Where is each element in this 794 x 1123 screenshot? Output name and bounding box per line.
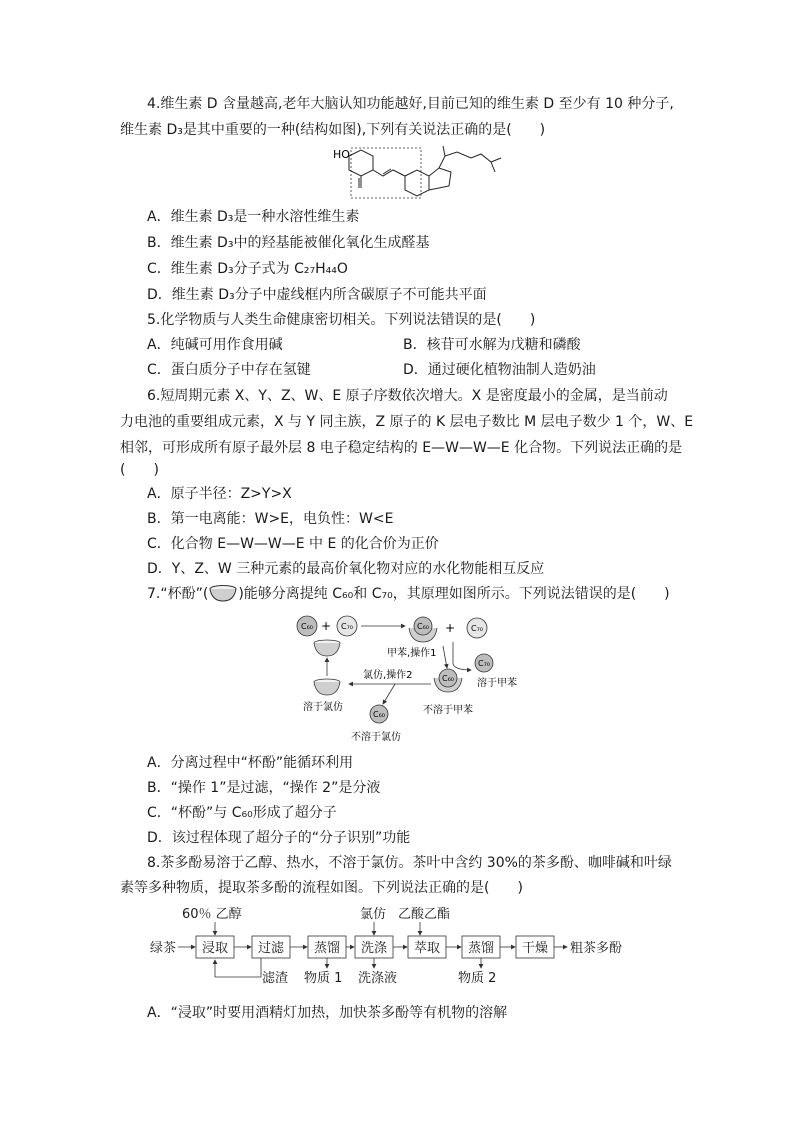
- c60-label: C₆₀: [301, 622, 313, 631]
- q8-stem-line1: 8.茶多酚易溶于乙醇、热水，不溶于氯仿。茶叶中含约 30%的茶多酚、咖啡碱和叶绿: [147, 855, 672, 871]
- step-drying: 干燥: [521, 941, 549, 956]
- flow-start-green-tea: 绿茶: [150, 941, 177, 956]
- q5-option-b: B．核苷可水解为戊糖和磷酸: [403, 337, 581, 353]
- extraction-flowchart: [146, 904, 656, 992]
- separation-diagram: [285, 612, 535, 748]
- q4-option-d: D．维生素 D₃分子中虚线框内所含碳原子不可能共平面: [147, 287, 487, 303]
- dissolved-in-toluene-label: 溶于甲苯: [477, 678, 517, 689]
- q8-option-a: A．“浸取”时要用酒精灯加热，加快茶多酚等有机物的溶解: [147, 1005, 508, 1021]
- step-washing: 洗涤: [360, 941, 388, 956]
- q6-option-b: B．第一电离能：W>E，电负性：W<E: [147, 511, 394, 527]
- c60-in-cup-label: C₆₀: [417, 622, 429, 631]
- q7-stem: [147, 584, 670, 604]
- output-substance-2: 物质 2: [458, 971, 497, 986]
- insoluble-in-toluene-label: 不溶于甲苯: [423, 705, 473, 716]
- step-distilling-1: 蒸馏: [313, 941, 341, 956]
- operation-1-label: 甲苯,操作1: [387, 648, 437, 659]
- q7-stem-suffix: )能够分离提纯 C₆₀和 C₇₀，其原理如图所示。下列说法错误的是( ): [238, 586, 670, 602]
- q7-option-d: D．该过程体现了超分子的“分子识别”功能: [147, 830, 411, 846]
- q6-stem-line1: 6.短周期元素 X、Y、Z、W、E 原子序数依次增大。X 是密度最小的金属，是当前动: [147, 388, 668, 404]
- step-distilling-2: 蒸馏: [467, 941, 495, 956]
- q7-option-a: A．分离过程中“杯酚”能循环利用: [147, 755, 354, 771]
- plus-sign: +: [320, 619, 332, 633]
- skeleton-bonds: [349, 146, 501, 196]
- reagent-ethyl-acetate: 乙酸乙酯: [398, 907, 451, 922]
- c60-label-4: C₆₀: [373, 710, 385, 719]
- vitamin-d3-structure: [325, 142, 505, 204]
- q7-stem-prefix: 7.“杯酚”(: [147, 586, 209, 602]
- reagent-chloroform: 氯仿: [360, 907, 387, 922]
- dissolved-in-chloroform-label: 溶于氯仿: [303, 702, 343, 713]
- operation-2-label: 氯仿,操作2: [363, 670, 413, 681]
- reagent-ethanol: 60％ 乙醇: [182, 907, 242, 922]
- plus-sign-2: +: [444, 621, 456, 635]
- c70-label-2: C₇₀: [471, 624, 483, 633]
- step-leaching: 浸取: [201, 941, 229, 956]
- hydroxyl-label: HO: [333, 148, 350, 161]
- step-filtering: 过滤: [257, 941, 285, 956]
- q7-option-b: B．“操作 1”是过滤，“操作 2”是分液: [147, 780, 381, 796]
- q4-option-b: B．维生素 D₃中的羟基能被催化氧化生成醛基: [147, 235, 430, 251]
- q5-stem: 5.化学物质与人类生命健康密切相关。下列说法错误的是( ): [147, 312, 536, 328]
- q8-stem-line2: 素等多种物质，提取茶多酚的流程如图。下列说法正确的是( ): [120, 880, 523, 896]
- flow-end-crude-polyphenols: 粗茶多酚: [570, 941, 623, 956]
- q5-option-a: A．纯碱可用作食用碱: [147, 337, 283, 353]
- c70-label: C₇₀: [341, 622, 353, 631]
- q4-option-c: C．维生素 D₃分子式为 C₂₇H₄₄O: [147, 261, 348, 277]
- q6-stem-line2: 力电池的重要组成元素，X 与 Y 同主族，Z 原子的 K 层电子数比 M 层电子数少 1 个，W、E: [120, 414, 694, 430]
- q6-option-c: C．化合物 E—W—W—E 中 E 的化合价为正价: [147, 536, 439, 552]
- q6-option-a: A．原子半径：Z>Y>X: [147, 486, 292, 502]
- q6-stem-line3: 相邻，可形成所有原子最外层 8 电子稳定结构的 E—W—W—E 化合物。下列说法正确的是: [120, 440, 683, 456]
- c70-label-3: C₇₀: [478, 659, 490, 668]
- q4-stem-line2: 维生素 D₃是其中重要的一种(结构如图),下列有关说法正确的是( ): [120, 122, 546, 138]
- output-residue: 滤渣: [262, 971, 289, 986]
- calixarene-cup-icon: [208, 584, 238, 602]
- output-substance-1: 物质 1: [304, 971, 343, 986]
- step-extracting: 萃取: [413, 941, 441, 956]
- q7-option-c: C．“杯酚”与 C₆₀形成了超分子: [147, 805, 337, 821]
- q6-option-d: D．Y、Z、W 三种元素的最高价氧化物对应的水化物能相互反应: [147, 561, 545, 577]
- q5-option-d: D．通过硬化植物油制人造奶油: [403, 362, 596, 378]
- q6-stem-line4: ( ): [120, 462, 159, 478]
- q5-option-c: C．蛋白质分子中存在氢键: [147, 362, 311, 378]
- q4-option-a: A．维生素 D₃是一种水溶性维生素: [147, 209, 360, 225]
- output-wash-liquid: 洗涤液: [358, 971, 398, 986]
- insoluble-in-chloroform-label: 不溶于氯仿: [351, 732, 401, 743]
- c60-label-3: C₆₀: [442, 674, 454, 683]
- q4-stem-line1: 4.维生素 D 含量越高,老年大脑认知功能越好,目前已知的维生素 D 至少有 10 种分子,: [147, 96, 674, 112]
